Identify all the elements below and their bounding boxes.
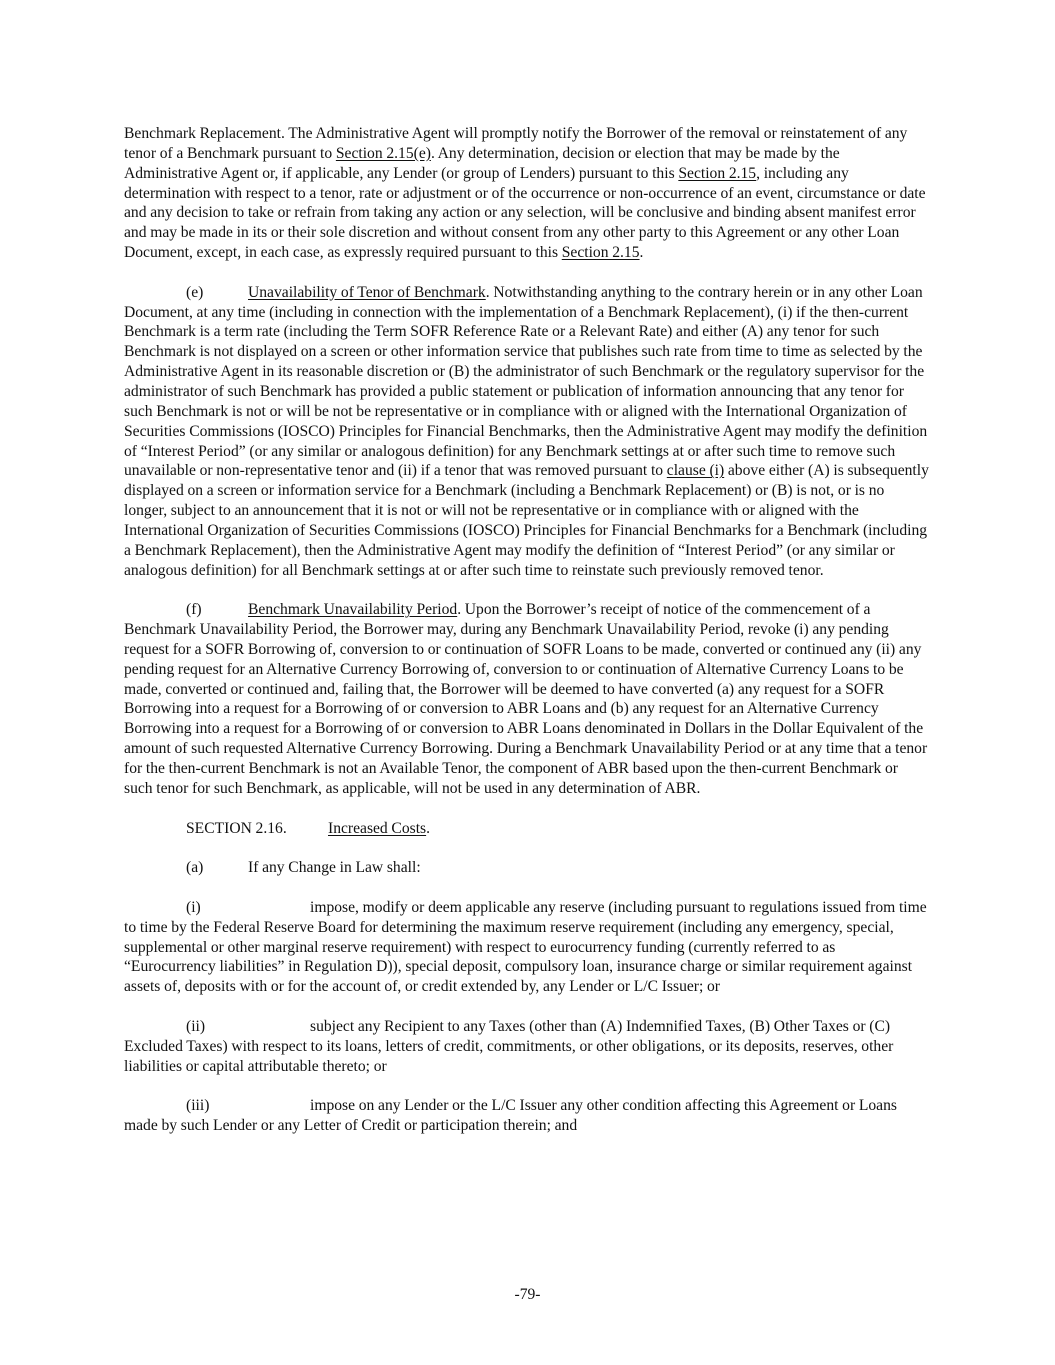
section-title: Increased Costs	[328, 819, 427, 837]
item-label: (iii)	[186, 1097, 210, 1115]
section-reference-link: Section 2.15	[678, 164, 757, 182]
clause-reference-link: clause (i)	[666, 462, 725, 480]
clause-label: (e)	[186, 283, 204, 301]
list-item-ii: (ii) subject any Recipient to any Taxes (other than (A) Indemnified Taxes, (B) Other Taxes or (C) Excluded Taxes) with respect to its loans, letters of credit, commitments, or other obligations, or its deposits, reserves, other liabilities or capital attributable thereto; or	[124, 1017, 894, 1075]
clause-heading: Benchmark Unavailability Period	[248, 601, 458, 619]
paragraph-f-benchmark-unavailability-period: (f) Benchmark Unavailability Period. Upon the Borrower’s receipt of notice of the commencement of a Benchmark Unavailability Period, the Borrower may, during any Benchmark Unavailability Period, revoke (i) any pending request for a SOFR Borrowing of, conversion to or continuation of SOFR Loans to be made, converted or continued any (ii) any pending request for an Alternative Currency Borrowing of, conversion to or continuation of Alternative Currency Loans to be made, converted or continued and, failing that, the Borrower will be deemed to have converted (a) any request for a SOFR Borrowing into a request for a Borrowing of or conversion to ABR Loans and (b) any request for an Alternative Currency Borrowing into a request for a Borrowing of or conversion to ABR Loans denominated in Dollars in the Dollar Equivalent of the amount of such requested Alternative Currency Borrowing. During a Benchmark Unavailability Period or at any time that a tenor for the then-current Benchmark is not an Available Tenor, the component of ABR based upon the then-current Benchmark or such tenor for such Benchmark, as applicable, will not be used in any determination of ABR.	[124, 601, 928, 797]
list-item-iii: (iii) impose on any Lender or the L/C Issuer any other condition affecting this Agreement or Loans made by such Lender or any Letter of Credit or participation therein; and	[124, 1097, 897, 1135]
paragraph-a-change-in-law: (a) If any Change in Law shall:	[186, 859, 421, 877]
section-reference-link: Section 2.15(e)	[335, 144, 431, 162]
section-reference-link: Section 2.15	[561, 244, 640, 262]
item-label: (ii)	[186, 1017, 206, 1035]
document-page	[124, 124, 930, 1156]
paragraph-e-unavailability-of-tenor: (e) Unavailability of Tenor of Benchmark. Notwithstanding anything to the contrary herein or in any other Loan Document, at any time (including in connection with the implementation of a Benchmark Replacement), (i) if the then-current Benchmark is a term rate (including the Term SOFR Reference Rate or a Relevant Rate) and either (A) any tenor for such Benchmark is not displayed on a screen or other information service that publishes such rate from time to time as selected by the Administrative Agent in its reasonable discretion or (B) the administrator of such Benchmark or the regulatory supervisor for the administrator of such Benchmark has provided a public statement or publication of information announcing that any tenor for such Benchmark is not or will be not be representative or in compliance with or aligned with the International Organization of Securities Commissions (IOSCO) Principles for Financial Benchmarks, then the Administrative Agent may modify the definition of “Interest Period” (or any similar or analogous definition) for any Benchmark settings at or after such time to remove such unavailable or non-representative tenor and (ii) if a tenor that was removed pursuant to clause (i) above either (A) is subsequently displayed on a screen or information service for a Benchmark (including a Benchmark Replacement) or (B) is not, or is no longer, subject to an announcement that it is not or will not be representative or in compliance with or aligned with the International Organization of Securities Commissions (IOSCO) Principles for Financial Benchmarks for a Benchmark (including a Benchmark Replacement), then the Administrative Agent may modify the definition of “Interest Period” (or any similar or analogous definition) for all Benchmark settings at or after such time to reinstate such previously removed tenor.	[124, 283, 929, 579]
clause-label: (a)	[186, 859, 204, 877]
clause-label: (f)	[186, 601, 202, 619]
list-item-i: (i) impose, modify or deem applicable any reserve (including pursuant to regulations issued from time to time by the Federal Reserve Board for determining the maximum reserve requirement (including any emergency, special, supplemental or other marginal reserve requirement) with respect to eurocurrency funding (currently referred to as “Eurocurrency liabilities” in Regulation D)), special deposit, compulsory loan, insurance charge or similar requirement against assets of, deposits with or for the account of, or credit extended by, any Lender or L/C Issuer; or	[124, 898, 927, 996]
page-number: -79-	[514, 1286, 541, 1303]
section-label: SECTION 2.16.	[186, 819, 287, 837]
clause-heading: Unavailability of Tenor of Benchmark	[248, 283, 486, 301]
paragraph-benchmark-replacement: Benchmark Replacement. The Administrative Agent will promptly notify the Borrower of the removal or reinstatement of any tenor of a Benchmark pursuant to Section 2.15(e). Any determination, decision or election that may be made by the Administrative Agent or, if applicable, any Lender (or group of Lenders) pursuant to this Section 2.15, including any determination with respect to a tenor, rate or adjustment or of the occurrence or non-occurrence of an event, circumstance or date and any decision to take or refrain from taking any action or any selection, will be conclusive and binding absent manifest error and may be made in its or their sole discretion and without consent from any other party to this Agreement or any other Loan Document, except, in each case, as expressly required pursuant to this Section 2.15.	[124, 125, 926, 262]
item-label: (i)	[186, 898, 201, 916]
section-heading: SECTION 2.16. Increased Costs.	[186, 819, 431, 837]
